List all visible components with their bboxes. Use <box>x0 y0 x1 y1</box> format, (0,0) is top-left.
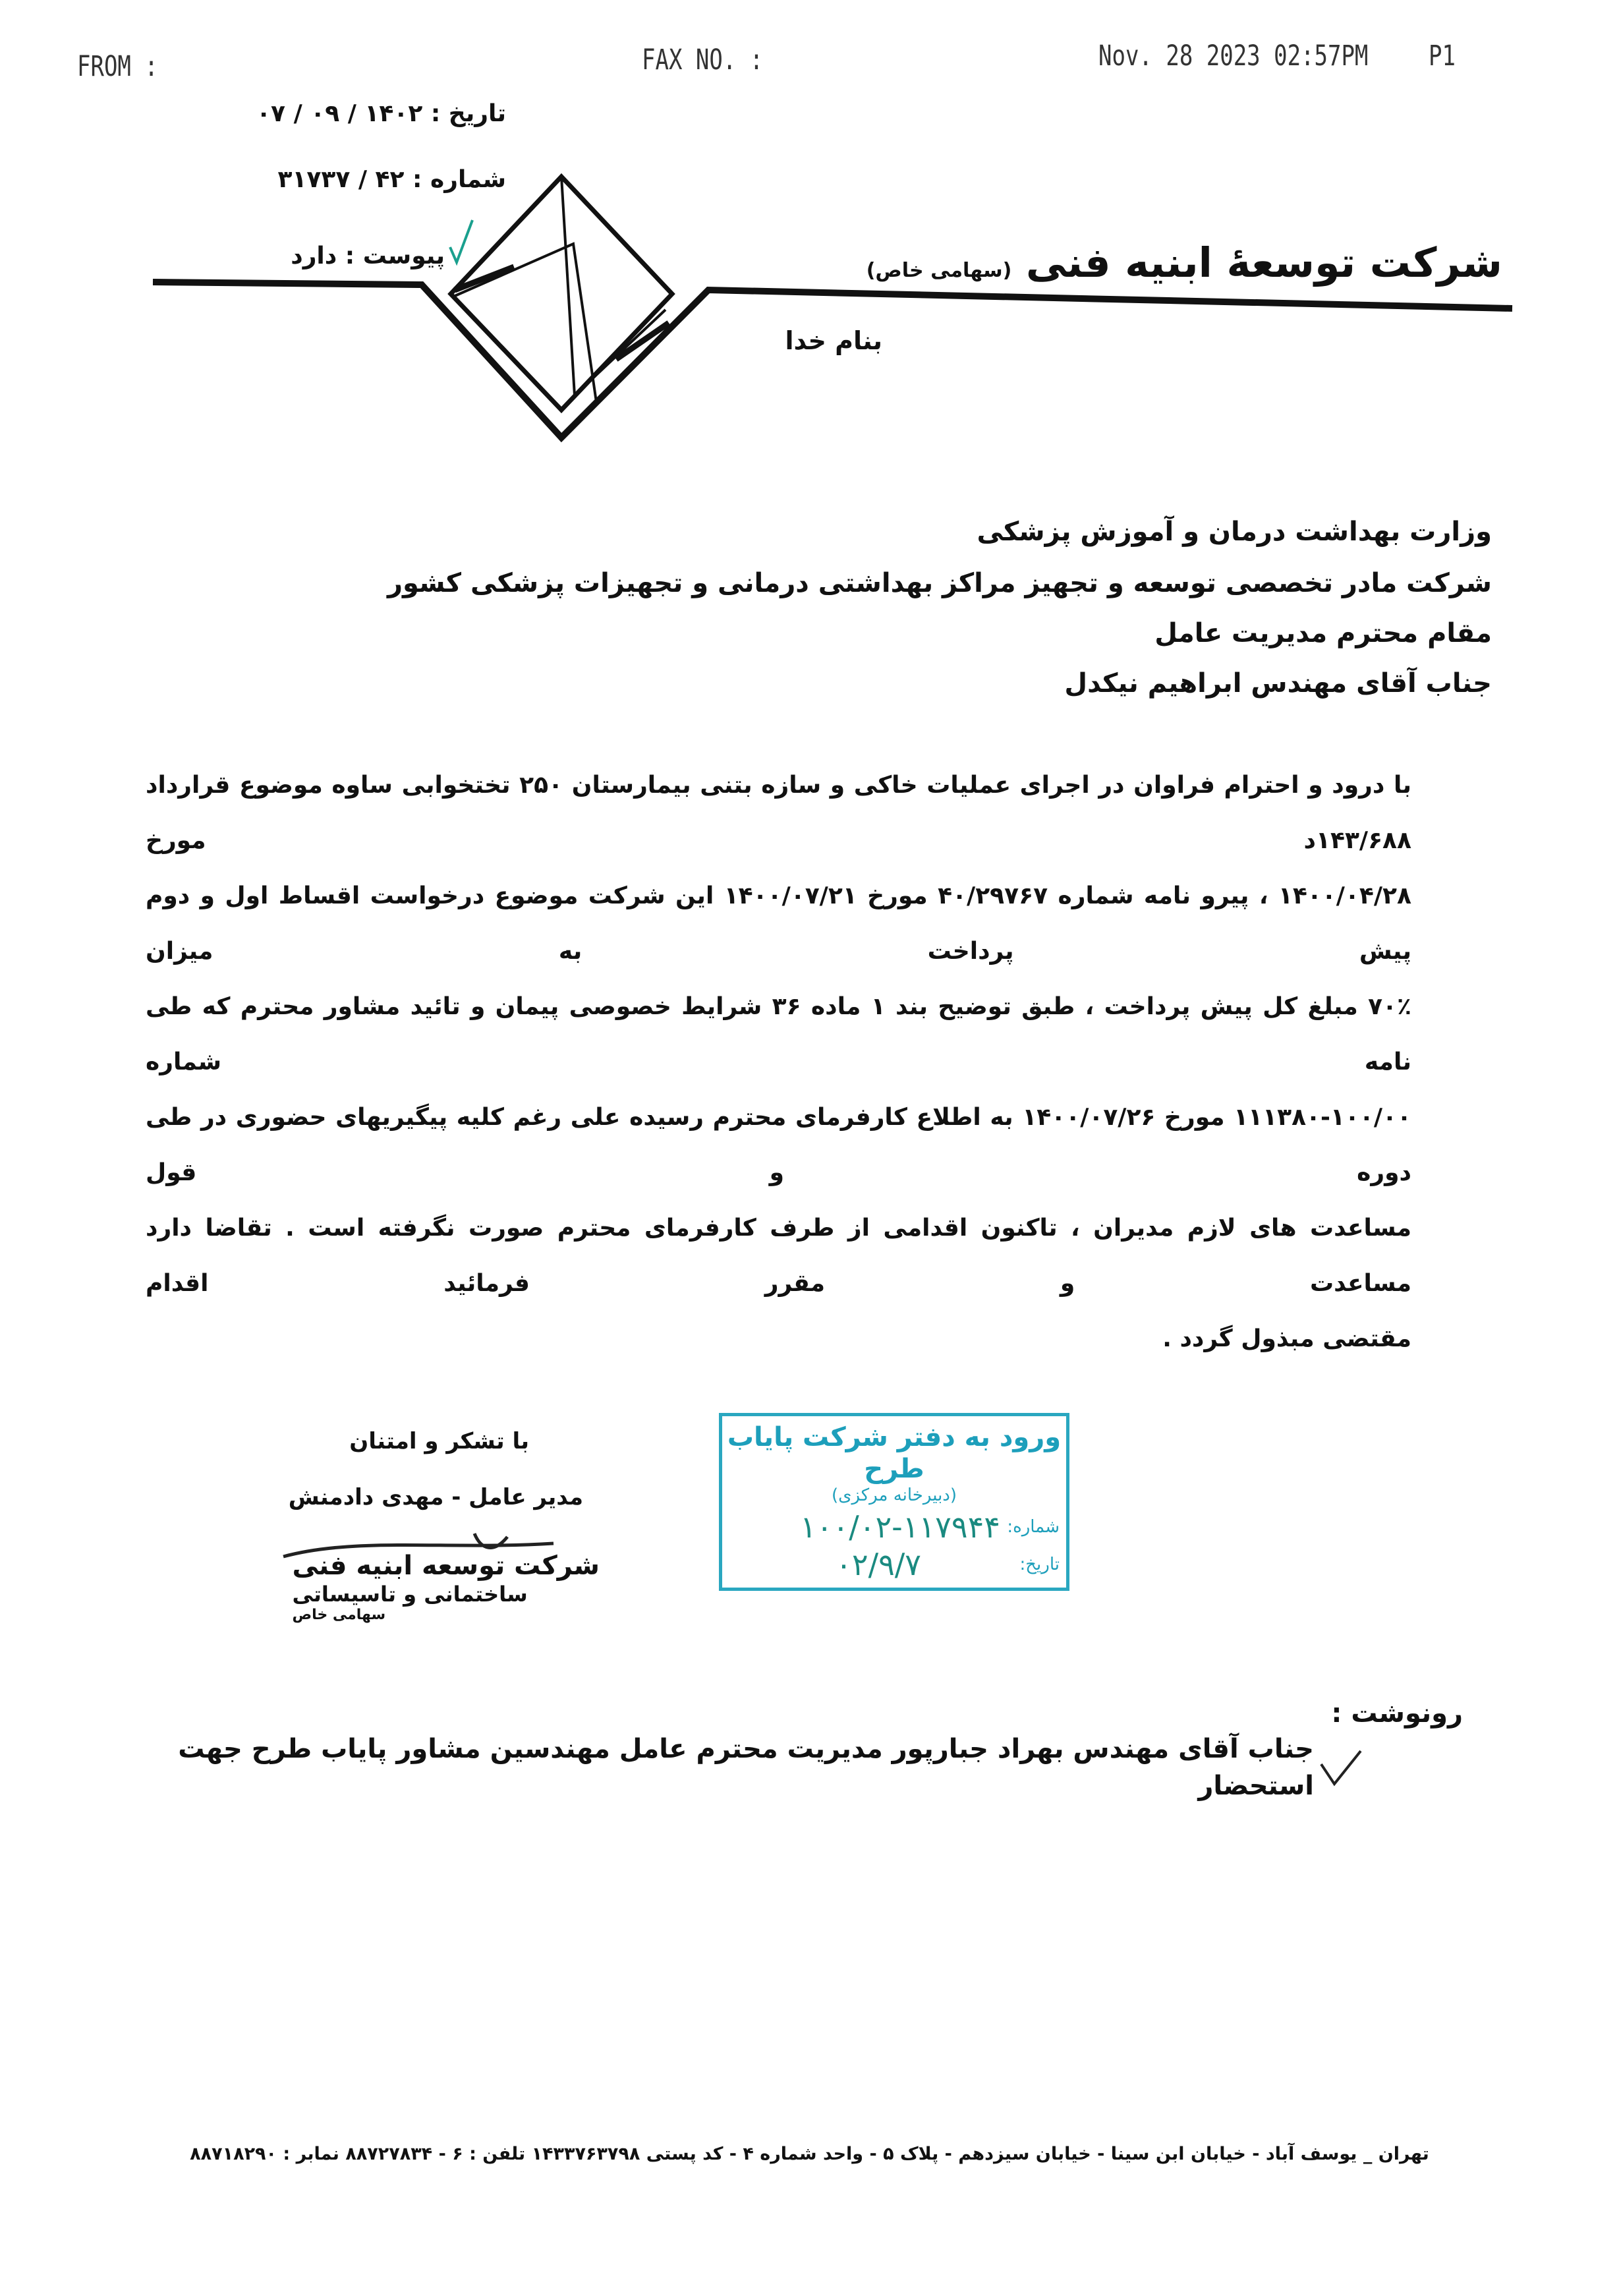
letterhead-logo <box>0 0 1619 474</box>
letter-attachment: پیوست : دارد <box>291 243 445 270</box>
stamp-number-value: ۱۰۰/۰۲-۱۱۷۹۴۴ <box>800 1508 1000 1545</box>
cc-recipient-row <box>146 1731 1364 1804</box>
recipient-ministry: وزارت بهداشت درمان و آموزش پزشکی <box>977 517 1492 547</box>
seal-line-1: شرکت توسعه ابنیه فنی <box>292 1551 600 1581</box>
closing-section <box>146 1413 1411 1663</box>
stamp-date-label: تاریخ: <box>1019 1555 1060 1575</box>
body-line: مقتضی مبذول گردد . <box>1162 1325 1411 1352</box>
seal-line-2: ساختمانی و تاسیساتی <box>292 1582 528 1607</box>
fax-from-label: FROM : <box>77 50 158 83</box>
company-seal-signature <box>277 1530 606 1655</box>
closing-regards: با تشکر و امتنان <box>349 1428 529 1454</box>
invocation: بنام خدا <box>785 326 882 355</box>
letter-date: تاریخ : ۱۴۰۲ / ۰۹ / ۰۷ <box>256 100 506 127</box>
recipient-title: مقام محترم مدیریت عامل <box>1154 618 1492 648</box>
stamp-number-label: شماره: <box>1007 1517 1060 1537</box>
receipt-stamp <box>719 1413 1069 1591</box>
body-line: ۷۰٪ مبلغ کل پیش پرداخت ، طبق توضیح بند ۱ ماده ۳۶ شرایط خصوصی پیمان و تائید مشاور محترم که طی نامه شماره <box>146 993 1411 1076</box>
body-line: با درود و احترام فراوان در اجرای عملیات خاکی و سازه بتنی بیمارستان ۲۵۰ تختخوابی ساوه موضوع قرارداد ۱۴۳/۶۸۸د مورخ <box>146 772 1412 854</box>
cc-check-icon <box>1318 1748 1364 1787</box>
stamp-subtitle: (دبیرخانه مرکزی) <box>831 1485 957 1505</box>
company-type: (سهامی خاص) <box>866 259 1012 282</box>
fax-number-label: FAX NO. : <box>642 43 764 76</box>
seal-line-3: سهامی خاص <box>292 1607 386 1624</box>
company-name-text: شرکت توسعهٔ ابنیه فنی <box>1025 239 1502 287</box>
letter-main <box>146 758 1463 1804</box>
body-line: ۱۴۰۰/۰۴/۲۸ ، پیرو نامه شماره ۴۰/۲۹۷۶۷ مورخ ۱۴۰۰/۰۷/۲۱ این شرکت موضوع درخواست اقساط اول و دوم پیش پرداخت به میزان <box>146 882 1411 965</box>
recipient-company: شرکت مادر تخصصی توسعه و تجهیز مراکز بهداشتی درمانی و تجهیزات پزشکی کشور <box>387 568 1492 598</box>
seal-text <box>292 1550 600 1624</box>
stamp-date-value: ۰۲/۹/۷ <box>836 1546 921 1582</box>
signatory-name: مدیر عامل - مهدی دادمنش <box>288 1484 583 1510</box>
cc-recipient-line: جناب آقای مهندس بهراد جبارپور مدیریت محترم عامل مهندسین مشاور پایاب طرح جهت استحضار <box>178 1734 1314 1801</box>
footer-address: تهران _ یوسف آباد - خیابان ابن سینا - خیابان سیزدهم - پلاک ۵ - واحد شماره ۴ - کد پستی ۱۴۳۳۷۶۳۷۹۸ تلفن : ۶ - ۸۸۷۲۷۸۳۴ نمابر : ۸۸۷۱۸۲۹۰ <box>190 2144 1429 2164</box>
fax-timestamp: Nov. 28 2023 02:57PM <box>1098 40 1369 72</box>
letter-body <box>146 758 1411 1367</box>
body-line: مساعدت های لازم مدیران ، تاکنون اقدامی از طرف کارفرمای محترم صورت نگرفته است . تقاضا دارد مساعدت و مقرر فرمائید اقدام <box>146 1215 1411 1297</box>
stamp-title: ورود به دفتر شرکت پایاب طرح <box>727 1422 1062 1484</box>
cc-label: رونوشت : <box>1331 1698 1463 1729</box>
fax-page-number: P1 <box>1429 40 1456 72</box>
recipient-person: جناب آقای مهندس ابراهیم نیکدل <box>1064 668 1492 699</box>
body-line: ۱۱۱۳۸۰-۱۰۰/۰۰ مورخ ۱۴۰۰/۰۷/۲۶ به اطلاع کارفرمای محترم رسیده علی رغم کلیه پیگیریهای حضوری در طی دوره و قول <box>146 1104 1411 1186</box>
company-name <box>866 239 1502 287</box>
letter-number: شماره : ۴۲ / ۳۱۷۳۷ <box>277 166 506 193</box>
